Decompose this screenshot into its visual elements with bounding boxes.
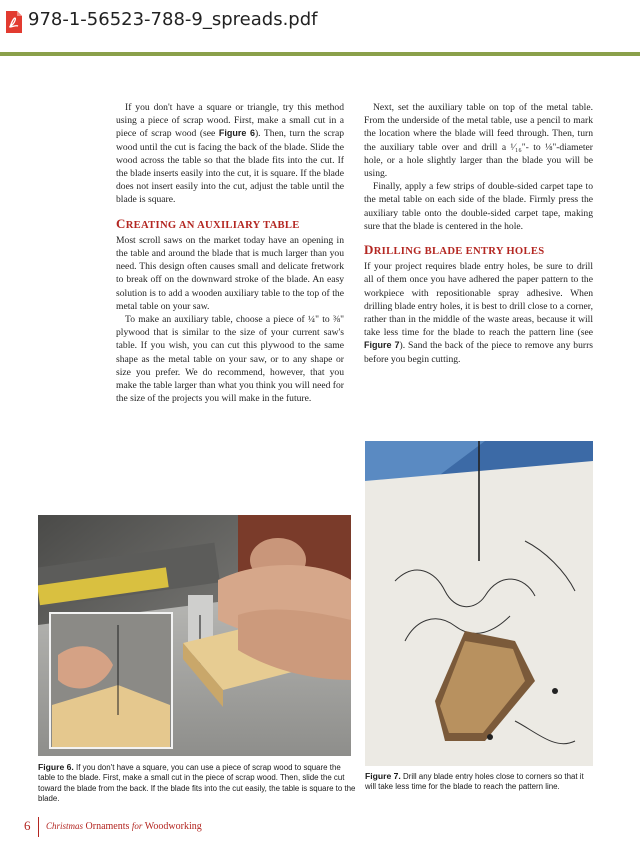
figure-7-reference: Figure 7 [364,340,400,351]
pdf-file-icon [4,10,24,34]
paragraph: If your project requires blade entry holes, be sure to drill all of them once you have adhered the paper pattern to the workpiece with repositionable spray adhesive. When drilling blade entry holes, it is best to drill close to a corner, rather than in the middle of the waste areas, because it will take less time for the blade to reach the pattern line (see Figure 7). Sand the back of the piece to remove any burrs before you begin cutting. [364,261,594,365]
accent-bar [0,52,640,56]
figure-6-reference: Figure 6 [218,128,255,139]
paragraph: Next, set the auxiliary table on top of the metal table. From the underside of the metal table, use a pencil to mark the location where the blade will feed through. Then, turn the auxiliary table over and drill a ¹⁄₁₆"- to ⅛"-diameter hole, or a hole slightly larger than the blade you will be using. [364,102,593,180]
right-text-column [364,101,593,366]
page-number: 6 [24,818,31,833]
section-heading-blade-entry-holes: DRILLING BLADE ENTRY HOLES [364,242,545,258]
book-title: Christmas Ornaments for Woodworking [46,821,202,832]
figure-6-caption: Figure 6. If you don't have a square, you can use a piece of scrap wood to square the table to the blade. First, make a small cut in the piece of scrap wood. Then, slide the cut toward the blade from the back. If the blade fits into the cut easily, the table is square to the blade. [38,762,356,804]
figure-6-label: Figure 6. [38,762,74,772]
paragraph: If you don't have a square or triangle, try this method using a piece of scrap wood. First, make a small cut in a piece of scrap wood (see Figure 6). Then, turn the scrap wood until the cut is facing the back of the blade. Slide the wood across the table so that the blade fits into the cut. If the blade inserts easily into the cut, it is square. If the blade does not insert easily into the cut, adjust the table until the blade is square. [116,102,345,206]
figure-7-label: Figure 7. [365,771,401,781]
paragraph: Finally, apply a few strips of double-sided carpet tape to the metal table on each side of the blade. Firmly press the auxiliary table onto the double-sided carpet tape, making sure that the blade is centered in the hole. [364,181,593,232]
footer-divider [38,817,39,837]
section-heading-auxiliary-table: CREATING AN AUXILIARY TABLE [116,215,300,231]
paragraph: To make an auxiliary table, choose a piece of ¼" to ⅜" plywood that is similar to the size of your current saw's table. If you wish, you can cut this plywood to the same shape as the metal table on your saw, or to any shape or size you prefer. We do recommend, however, that you make the table larger than what you think you will need for the size of the projects you will make in the future. [116,314,344,405]
pdf-title-bar [0,0,640,52]
figure-6-photo [38,515,351,756]
figure-7-caption: Figure 7. Drill any blade entry holes close to corners so that it will take less time for the blade to reach the pattern line. [365,771,584,792]
left-text-column [116,101,344,405]
file-title: 978-1-56523-788-9_spreads.pdf [28,9,318,30]
paragraph: Most scroll saws on the market today have an opening in the table and around the blade that is much larger than you need. This design often causes small and delicate fretwork to break off on the downward stroke of the blade. An easy solution is to add a wooden auxiliary table to the top of the metal table on your saw. [116,234,344,312]
figure-7-photo [365,441,593,766]
